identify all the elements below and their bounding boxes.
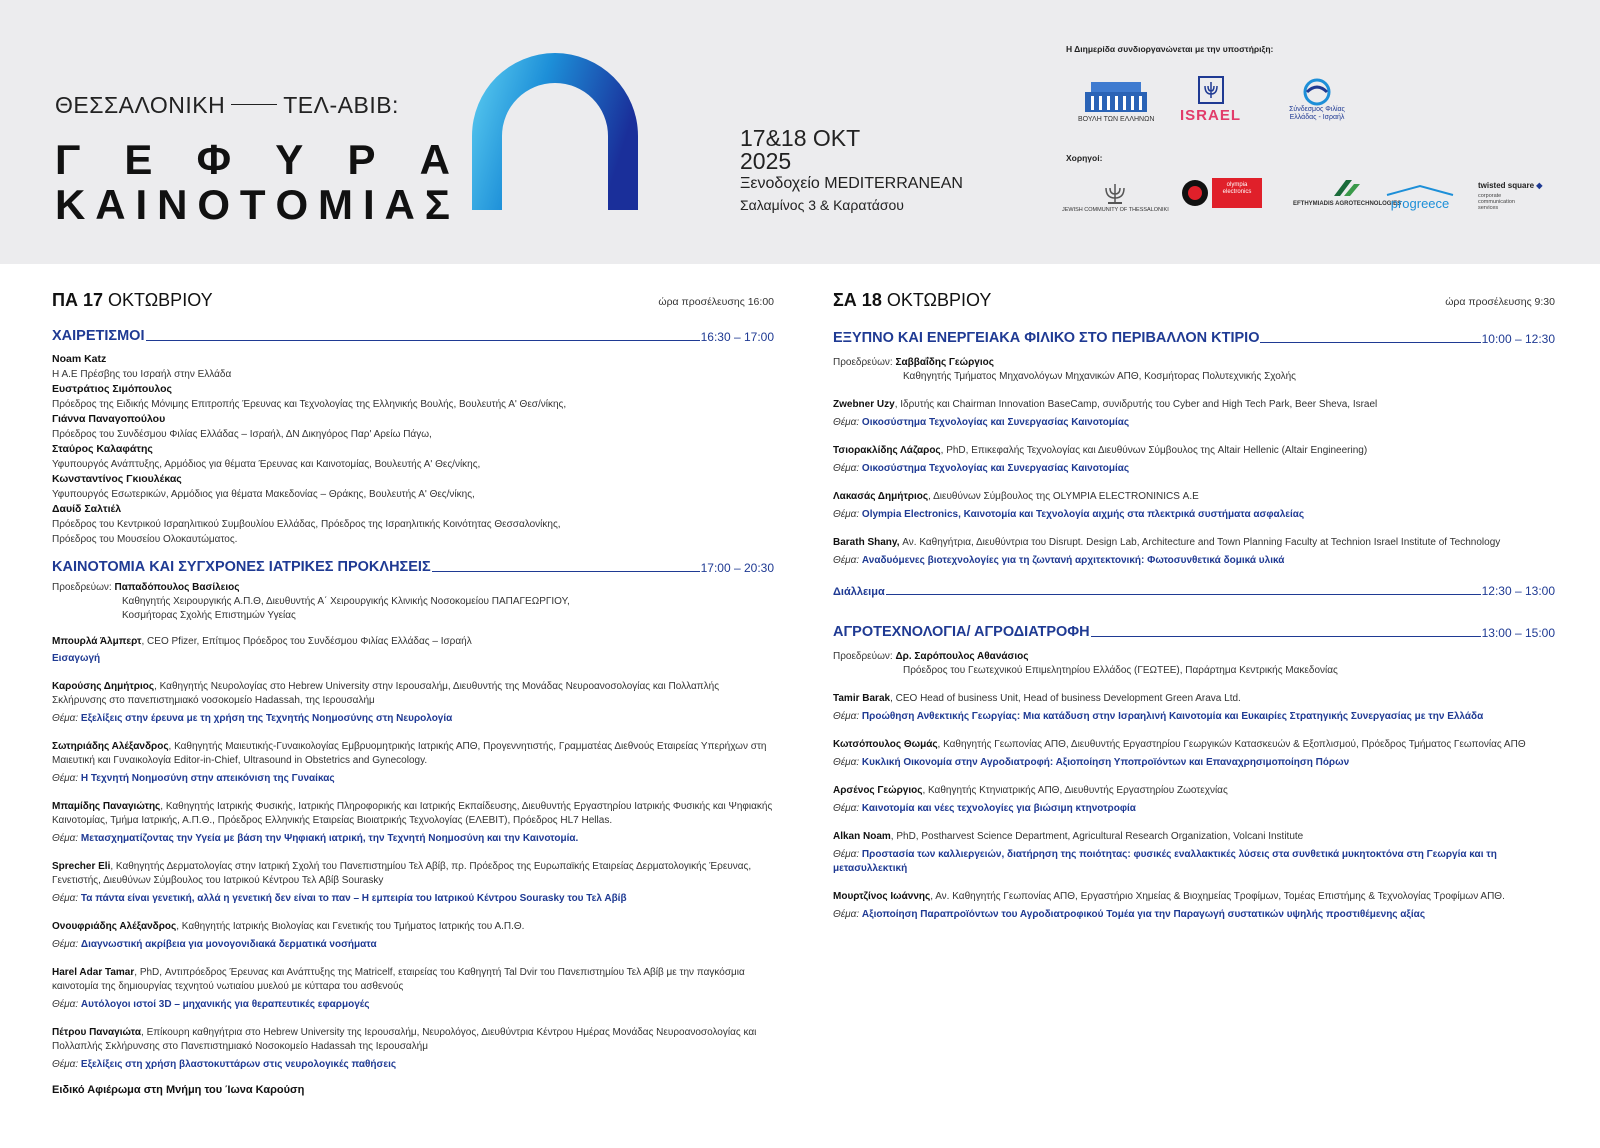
day1-column	[52, 290, 774, 1096]
title-letter: Φ	[196, 136, 232, 183]
talk-item	[833, 536, 1555, 568]
talk-item	[833, 738, 1555, 770]
speaker-desc: , Καθηγητής Δερματολογίας στην Ιατρική Σχολή του Πανεπιστημίου Τελ Αβίβ, πρ. Πρόεδρος της Ευρωπαϊκής Εταιρείας Δερματολογικής Έρευνας, Γενετιστής, Διευθύνων Σύμβουλος του Ιατρικού Κέντρου Τελ Αβίβ Sourasky	[52, 861, 752, 886]
speaker-desc: Αν. Καθηγήτρια, Διευθύντρια του Disrupt. Design Lab, Architecture and Town Planning Faculty at Technion Israel Institute of Technology	[899, 537, 1501, 548]
section-title: ΑΓΡΟΤΕΧΝΟΛΟΓΙΑ/ ΑΓΡΟΔΙΑΤΡΟΦΗ	[833, 624, 1090, 640]
title-kainotomias	[55, 181, 450, 229]
speaker-desc: , PhD, Postharvest Science Department, Agricultural Research Organization, Volcani Institute	[890, 831, 1304, 842]
theme-title: Αξιοποίηση Παραπροϊόντων του Αγροδιατροφικού Τομέα για την Παραγωγή συστατικών υψηλής προστιθέμενης αξίας	[861, 909, 1426, 920]
olympia-electronics-logo	[1180, 178, 1262, 208]
friendship-swirl-icon	[1299, 78, 1335, 106]
talk-item	[52, 740, 774, 786]
talk-theme	[833, 848, 1555, 876]
speaker-desc: , Καθηγητής Ιατρικής Βιολογίας και Γενετικής του Τμήματος Ιατρικής του Α.Π.Θ.	[176, 921, 525, 932]
section-greetings	[52, 328, 774, 344]
title-letter: Ε	[124, 136, 153, 183]
talk-item	[833, 890, 1555, 922]
speaker-name: Tamir Barak	[833, 693, 891, 704]
speaker-name: Πέτρου Παναγιώτα	[52, 1027, 142, 1038]
diamond-icon: ◆	[1536, 181, 1543, 190]
theme-label: Θέμα:	[833, 417, 860, 428]
cities-line	[55, 92, 399, 119]
title-letter: Τ	[239, 181, 266, 228]
talk-theme	[833, 908, 1555, 922]
talk-theme	[52, 1058, 774, 1072]
theme-label: Θέμα:	[52, 893, 79, 904]
menorah-icon	[1100, 180, 1130, 206]
theme-label: Θέμα:	[833, 555, 860, 566]
theme-label: Θέμα:	[833, 509, 860, 520]
theme-label: Θέμα:	[833, 463, 860, 474]
theme-title: Καινοτομία και νέες τεχνολογίες για βιώσιμη κτηνοτροφία	[861, 803, 1136, 814]
theme-title: Olympia Electronics, Καινοτομία και Τεχνολογία αιχμής στα πλεκτρικά συστήματα ασφαλείας	[861, 509, 1305, 520]
twisted-square-wordmark	[1478, 181, 1542, 190]
talk-list	[52, 680, 774, 1072]
theme-title: Προστασία των καλλιεργειών, διατήρηση της ποιότητας: φυσικές εναλλακτικές λύσεις στα συνθετικά μυκητοκτόνα στη Γεωργία και τη μετασυλλεκτική	[833, 849, 1497, 874]
section-rule	[1091, 636, 1481, 637]
day2-month: ΟΚΤΩΒΡΙΟΥ	[886, 290, 992, 310]
break-title: Διάλλειμα	[833, 586, 885, 598]
parliament-caption: ΒΟΥΛΗ ΤΩΝ ΕΛΛΗΝΩΝ	[1078, 116, 1155, 123]
talk-item	[52, 860, 774, 906]
theme-label: Θέμα:	[52, 939, 79, 950]
arch-logo	[468, 50, 668, 215]
event-date-venue	[740, 127, 963, 215]
talk-item	[833, 830, 1555, 876]
talk-list	[833, 692, 1555, 922]
theme-label: Θέμα:	[52, 1059, 79, 1070]
hellenic-parliament-logo	[1078, 78, 1154, 124]
speaker-desc: , Ιδρυτής και Chairman Innovation BaseCamp, συνιδρυτής του Cyber and High Tech Park, Beer Sheva, Israel	[894, 399, 1378, 410]
theme-title: Μετασχηματίζοντας την Υγεία με βάση την Ψηφιακή ιατρική, την Τεχνητή Νοημοσύνη και την Καινοτομία.	[80, 833, 579, 844]
section-time: 10:00 – 12:30	[1481, 332, 1555, 346]
progreece-roof-icon	[1385, 184, 1455, 196]
talk-theme	[833, 508, 1555, 522]
section-time: 16:30 – 17:00	[700, 330, 774, 344]
theme-title: Οικοσύστημα Τεχνολογίας και Συνεργασίας Καινοτομίας	[861, 463, 1130, 474]
speaker-name: Barath Shany,	[833, 537, 900, 548]
speaker-desc: , Καθηγητής Ιατρικής Φυσικής, Ιατρικής Πληροφορικής και Ιατρικής Εκπαίδευσης, Διευθυντής Εργαστηρίου Ιατρικής Φυσικής και Ψηφιακής Καινοτομίας, Τμήμα Ιατρικής, Α.Π.Θ., Πρόεδρος Ελληνικής Εταιρείας Βιοιατρικής Τεχνολογίας (ΕΛΕΒΙΤ), Πρόεδρος HL7 Hellas.	[52, 801, 773, 826]
speaker-name: Δαυίδ Σαλτιέλ	[52, 503, 122, 515]
event-year: 2025	[740, 148, 792, 174]
talk-item	[52, 680, 774, 726]
talk-list	[833, 398, 1555, 568]
section-rule	[432, 571, 700, 572]
city-dash	[231, 104, 277, 105]
talk-theme	[52, 892, 774, 906]
day2-arrival: ώρα προσέλευσης 9:30	[1445, 296, 1555, 308]
theme-label: Θέμα:	[52, 713, 79, 724]
israel-logo	[1180, 76, 1241, 124]
speaker-name: Harel Adar Tamar	[52, 967, 135, 978]
talk-theme	[833, 462, 1555, 476]
theme-label: Θέμα:	[833, 909, 860, 920]
day2-prefix: ΣΑ 18	[833, 290, 882, 310]
title-letter: Ρ	[347, 136, 376, 183]
friendship-association-logo	[1282, 78, 1352, 122]
title-letter: Ι	[362, 181, 375, 228]
talk-item	[52, 800, 774, 846]
day1-header	[52, 290, 774, 312]
speaker-desc: , Επίκουρη καθηγήτρια στο Hebrew University της Ιερουσαλήμ, Νευρολόγος, Διευθύντρια Κέντρου Ημέρας Μονάδας Νευροανοσολογίας και Πολλαπλής Σκλήρυνσης στο Πανεπιστημιακό Νοσοκομείο Hadassah της Ιερουσαλήμ	[52, 1027, 757, 1052]
break-row	[833, 584, 1555, 598]
speaker-name: Γιάννα Παναγοπούλου	[52, 413, 166, 425]
speaker-role: Η Α.Ε Πρέσβης του Ισραήλ στην Ελλάδα	[52, 369, 232, 380]
event-date: 17&18 ΟΚΤ	[740, 125, 861, 151]
talk-theme	[833, 710, 1555, 724]
title-letter: Ι	[135, 181, 148, 228]
speaker-name: Alkan Noam	[833, 831, 891, 842]
talk-theme	[833, 756, 1555, 770]
event-venue: Ξενοδοχείο MEDITERRANEAN	[740, 175, 963, 192]
speaker-desc: , CEO Head of business Unit, Head of business Development Green Arava Ltd.	[890, 693, 1241, 704]
sponsors-title: Χορηγοί:	[1066, 153, 1103, 163]
speaker-desc: , PhD, Αντιπρόεδρος Έρευνας και Ανάπτυξης της Matricelf, εταιρείας του Καθηγητή Tal Dvir του Πανεπιστημίου Τελ Αβίβ με την παγκόσμια καινοτομία της δημιουργίας τεχνητού νωτιαίου μυελού με κύτταρα του ασθενούς	[52, 967, 745, 992]
section-rule	[886, 594, 1481, 595]
speaker-name: Αρσένος Γεώργιος	[833, 785, 923, 796]
event-address: Σαλαμίνος 3 & Καρατάσου	[740, 197, 904, 213]
title-letter: Υ	[275, 136, 304, 183]
day1-prefix: ΠΑ 17	[52, 290, 104, 310]
theme-title: Προώθηση Ανθεκτικής Γεωργίας: Μια κατάδυση στην Ισραηλινή Καινοτομία και Ευκαιρίες Στρατηγικής Συνεργασίας με την Ελλάδα	[861, 711, 1484, 722]
talk-item	[833, 490, 1555, 522]
talk-item	[833, 444, 1555, 476]
title-letter: Σ	[424, 181, 450, 228]
olympia-wordmark: olympia electronics	[1212, 178, 1262, 208]
theme-title: Τα πάντα είναι γενετική, αλλά η γενετική δεν είναι το παν – Η εμπειρία του Ιατρικού Κέντρου Sourasky του Τελ Αβίβ	[80, 893, 627, 904]
talk-theme	[833, 802, 1555, 816]
talk-item	[52, 1026, 774, 1072]
twisted-square-caption: corporate communication services	[1478, 193, 1515, 211]
speaker-desc: , Καθηγητής Κτηνιατρικής ΑΠΘ, Διευθυντής Εργαστηρίου Ζωοτεχνίας	[922, 785, 1228, 796]
speaker-name: Λακασάς Δημήτριος	[833, 491, 929, 502]
talk-item	[833, 784, 1555, 816]
section-time: 13:00 – 15:00	[1481, 626, 1555, 640]
speaker-name: Sprecher Eli	[52, 861, 111, 872]
talk-item	[833, 398, 1555, 430]
section-title: ΚΑΙΝΟΤΟΜΙΑ ΚΑΙ ΣΥΓΧΡΟΝΕΣ ΙΑΤΡΙΚΕΣ ΠΡΟΚΛΗΣΕΙΣ	[52, 559, 431, 575]
section-smart-building	[833, 330, 1555, 346]
efthymiadis-leaf-icon	[1330, 176, 1364, 200]
chair-name: Σαββαΐδης Γεώργιος	[895, 357, 994, 368]
greeting-item	[52, 352, 774, 382]
efthymiadis-caption: EFTHYMIADIS AGROTECHNOLOGIES	[1293, 201, 1402, 207]
theme-label: Θέμα:	[833, 757, 860, 768]
speaker-desc: , Αν. Καθηγητής Γεωπονίας ΑΠΘ, Εργαστήριο Χημείας & Βιοχημείας Τροφίμων, Τομέας Επιστήμης & Τεχνολογίας Τροφίμων ΑΠΘ.	[930, 891, 1505, 902]
progreece-wordmark: progreece	[1390, 196, 1450, 211]
speaker-desc: , Καθηγητής Νευρολογίας στο Hebrew University στην Ιερουσαλήμ, Διευθυντής της Μονάδας Νευροανοσολογίας και Πολλαπλής Σκλήρυνσης στο πανεπιστημιακό νοσοκομείο Hadassah, της Ιερουσαλήμ	[52, 681, 720, 706]
speaker-name: Κωτσόπουλος Θωμάς	[833, 739, 938, 750]
friendship-caption: Σύνδεσμος Φιλίας Ελλάδας - Ισραήλ	[1289, 106, 1345, 121]
chair-label: Προεδρεύων:	[833, 651, 893, 662]
section-rule	[146, 340, 700, 341]
speaker-name: Ευστράτιος Σιμόπουλος	[52, 383, 172, 395]
title-letter: Ο	[275, 181, 309, 228]
special-tribute: Ειδικό Αφιέρωμα στη Μνήμη του Ίωνα Καρούση	[52, 1084, 305, 1096]
speaker-role: Πρόεδρος του Κεντρικού Ισραηλιτικού Συμβουλίου Ελλάδας, Πρόεδρος της Ισραηλιτικής Κοινότητας Θεσσαλονίκης,	[52, 519, 561, 530]
theme-title: Αυτόλογοι ιστοί 3D – μηχανικής για θεραπευτικές εφαρμογές	[80, 999, 370, 1010]
theme-label: Θέμα:	[833, 849, 860, 860]
speaker-name: Σωτηριάδης Αλέξανδρος	[52, 741, 169, 752]
twisted-square-logo	[1478, 181, 1542, 211]
theme-label: Θέμα:	[833, 803, 860, 814]
city-telaviv: ΤΕΛ-ΑΒΙΒ:	[283, 92, 399, 118]
greeting-item	[52, 412, 774, 442]
chair-label: Προεδρεύων:	[833, 357, 893, 368]
speaker-name: Καρούσης Δημήτριος	[52, 681, 155, 692]
speaker-name: Noam Katz	[52, 353, 107, 365]
speaker-name: Τσιορακλίδης Λάζαρος	[833, 445, 941, 456]
israel-wordmark: ISRAEL	[1180, 107, 1242, 124]
greetings-list	[52, 352, 774, 547]
day1-month: ΟΚΤΩΒΡΙΟΥ	[108, 290, 213, 310]
title-letter: Α	[419, 136, 450, 183]
talk-theme	[52, 938, 774, 952]
section-rule	[1260, 342, 1480, 343]
speaker-name: Μπουρλά Άλμπερτ	[52, 636, 142, 647]
intro-label: Εισαγωγή	[52, 653, 101, 664]
theme-title: Διαγνωστική ακρίβεια για μονογονιδιακά δερματικά νοσήματα	[80, 939, 377, 950]
intro-item	[52, 635, 774, 666]
title-letter: Ν	[157, 181, 188, 228]
section-time: 17:00 – 20:30	[700, 561, 774, 575]
speaker-name: Κωνσταντίνος Γκιουλέκας	[52, 473, 182, 485]
break-time: 12:30 – 13:00	[1481, 584, 1555, 598]
talk-theme	[52, 712, 774, 726]
header-banner	[0, 0, 1600, 264]
speaker-name: Μουρτζίνος Ιωάννης	[833, 891, 931, 902]
speaker-desc: , Διευθύνων Σύμβουλος της OLYMPIA ELECTRONINICS Α.Ε	[928, 491, 1199, 502]
theme-label: Θέμα:	[52, 999, 79, 1010]
theme-title: Αναδυόμενες βιοτεχνολογίες για τη ζωντανή αρχιτεκτονική: Φωτοσυνθετικά δομικά υλικά	[861, 555, 1285, 566]
speaker-name: Σταύρος Καλαφάτης	[52, 443, 153, 455]
jewish-community-logo	[1062, 180, 1169, 214]
section-medical	[52, 559, 774, 575]
olympia-o-icon	[1180, 178, 1210, 208]
twisted-square-name: twisted square	[1478, 181, 1535, 190]
theme-title: Κυκλική Οικονομία στην Αγροδιατροφή: Αξιοποίηση Υποπροϊόντων και Επαναχρησιμοποίηση Πόρων	[861, 757, 1350, 768]
speaker-desc: , PhD, Επικεφαλής Τεχνολογίας και Διευθύνων Σύμβουλος της Altair Hellenic (Altair Engineering)	[940, 445, 1368, 456]
greeting-item	[52, 502, 774, 547]
jewish-community-caption: JEWISH COMMUNITY OF THESSALONIKI	[1062, 207, 1169, 213]
talk-item	[52, 966, 774, 1012]
title-letter: Κ	[55, 181, 86, 228]
greeting-item	[52, 472, 774, 502]
greeting-item	[52, 382, 774, 412]
talk-theme	[52, 998, 774, 1012]
chair-name: Παπαδόπουλος Βασίλειος	[114, 582, 240, 593]
speaker-name: Zwebner Uzy	[833, 399, 895, 410]
talk-item	[833, 692, 1555, 724]
greeting-item	[52, 442, 774, 472]
theme-title: Οικοσύστημα Τεχνολογίας και Συνεργασίας Καινοτομίας	[861, 417, 1130, 428]
talk-theme	[52, 772, 774, 786]
theme-title: Εξελίξεις στη χρήση βλαστοκυττάρων στις νευρολογικές παθήσεις	[80, 1059, 397, 1070]
title-letter: Ο	[197, 181, 230, 228]
speaker-name: Ονουφριάδης Αλέξανδρος	[52, 921, 177, 932]
day2-column	[833, 290, 1555, 922]
talk-theme	[833, 554, 1555, 568]
progreece-logo	[1385, 184, 1455, 211]
chair-line	[52, 581, 774, 595]
chair-line	[833, 650, 1555, 664]
section-agrotech	[833, 624, 1555, 640]
day1-arrival: ώρα προσέλευσης 16:00	[658, 296, 774, 308]
speaker-role: Πρόεδρος της Ειδικής Μόνιμης Επιτροπής Έρευνας και Τεχνολογίας της Ελληνικής Βουλής, Βουλευτής Α' Θεσ/νίκης,	[52, 399, 567, 410]
chair-label: Προεδρεύων:	[52, 582, 112, 593]
talk-theme	[52, 832, 774, 846]
speaker-desc: , Καθηγητής Γεωπονίας ΑΠΘ, Διευθυντής Εργαστηρίου Γεωργικών Κατασκευών & Εξοπλισμού, Πρόεδρος Τμήματος Γεωπονίας ΑΠΘ	[937, 739, 1526, 750]
parliament-icon	[1081, 78, 1151, 116]
talk-item	[52, 920, 774, 952]
title-letter: Μ	[318, 181, 354, 228]
chair-role: Καθηγητής Χειρουργικής Α.Π.Θ, Διευθυντής Α΄ Χειρουργικής Κλινικής Νοσοκομείου ΠΑΠΑΓΕΩΡΓΙΟΥ,	[122, 596, 570, 607]
title-letter: Γ	[55, 136, 81, 183]
speaker-role: Υφυπουργός Εσωτερικών, Αρμόδιος για θέματα Μακεδονίας – Θράκης, Βουλευτής Α' Θες/νίκης,	[52, 489, 475, 500]
theme-title: Εξελίξεις στην έρευνα με τη χρήση της Τεχνητής Νοημοσύνης στη Νευρολογία	[80, 713, 453, 724]
chair-role: Κοσμήτορας Σχολής Επιστημών Υγείας	[122, 610, 296, 621]
theme-label: Θέμα:	[52, 833, 79, 844]
chair-name: Δρ. Σαρόπουλος Αθανάσιος	[895, 651, 1029, 662]
talk-theme	[833, 416, 1555, 430]
theme-label: Θέμα:	[52, 773, 79, 784]
title-letter: Α	[384, 181, 415, 228]
chair-role: Πρόεδρος του Γεωτεχνικού Επιμελητηρίου Ελλάδος (ΓΕΩΤΕΕ), Παράρτημα Κεντρικής Μακεδονίας	[903, 665, 1338, 676]
title-gefyra	[55, 136, 450, 184]
speaker-name: Μπαμίδης Παναγιώτης	[52, 801, 161, 812]
menorah-emblem-icon	[1198, 76, 1224, 104]
section-title: ΧΑΙΡΕΤΙΣΜΟΙ	[52, 328, 145, 344]
theme-title: Η Τεχνητή Νοημοσύνη στην απεικόνιση της Γυναίκας	[80, 773, 335, 784]
title-letter: Α	[95, 181, 126, 228]
support-title: Η Διημερίδα συνδιοργανώνεται με την υποστήριξη:	[1066, 44, 1274, 54]
speaker-role: Πρόεδρος του Μουσείου Ολοκαυτώματος.	[52, 534, 238, 545]
speaker-role: Υφυπουργός Ανάπτυξης, Αρμόδιος για θέματα Έρευνας και Καινοτομίας, Βουλευτής Α' Θες/νίκης,	[52, 459, 481, 470]
speaker-desc: , CEO Pfizer, Επίτιμος Πρόεδρος του Συνδέσμου Φιλίας Ελλάδας – Ισραήλ	[141, 636, 472, 647]
chair-line	[833, 356, 1555, 370]
chair-role: Καθηγητής Τμήματος Μηχανολόγων Μηχανικών ΑΠΘ, Κοσμήτορας Πολυτεχνικής Σχολής	[903, 371, 1297, 382]
section-title: ΕΞΥΠΝΟ ΚΑΙ ΕΝΕΡΓΕΙΑΚΑ ΦΙΛΙΚΟ ΣΤΟ ΠΕΡΙΒΑΛΛΟΝ ΚΤΙΡΙΟ	[833, 330, 1260, 346]
city-thessaloniki: ΘΕΣΣΑΛΟΝΙΚΗ	[55, 92, 226, 118]
speaker-desc: , Καθηγητής Μαιευτικής-Γυναικολογίας Εμβρυομητρικής Ιατρικής ΑΠΘ, Προγεννητιστής, Γραμματέας Διεθνούς Εταιρείας Υπερήχων στη Μαιευτική και Γυναικολογία Editor-in-Chief, Ultrasound in Obstetrics and Gynecology.	[52, 741, 767, 766]
day2-header	[833, 290, 1555, 312]
speaker-role: Πρόεδρος του Συνδέσμου Φιλίας Ελλάδας – Ισραήλ, ΔΝ Δικηγόρος Παρ' Αρείω Πάγω,	[52, 429, 432, 440]
theme-label: Θέμα:	[833, 711, 860, 722]
